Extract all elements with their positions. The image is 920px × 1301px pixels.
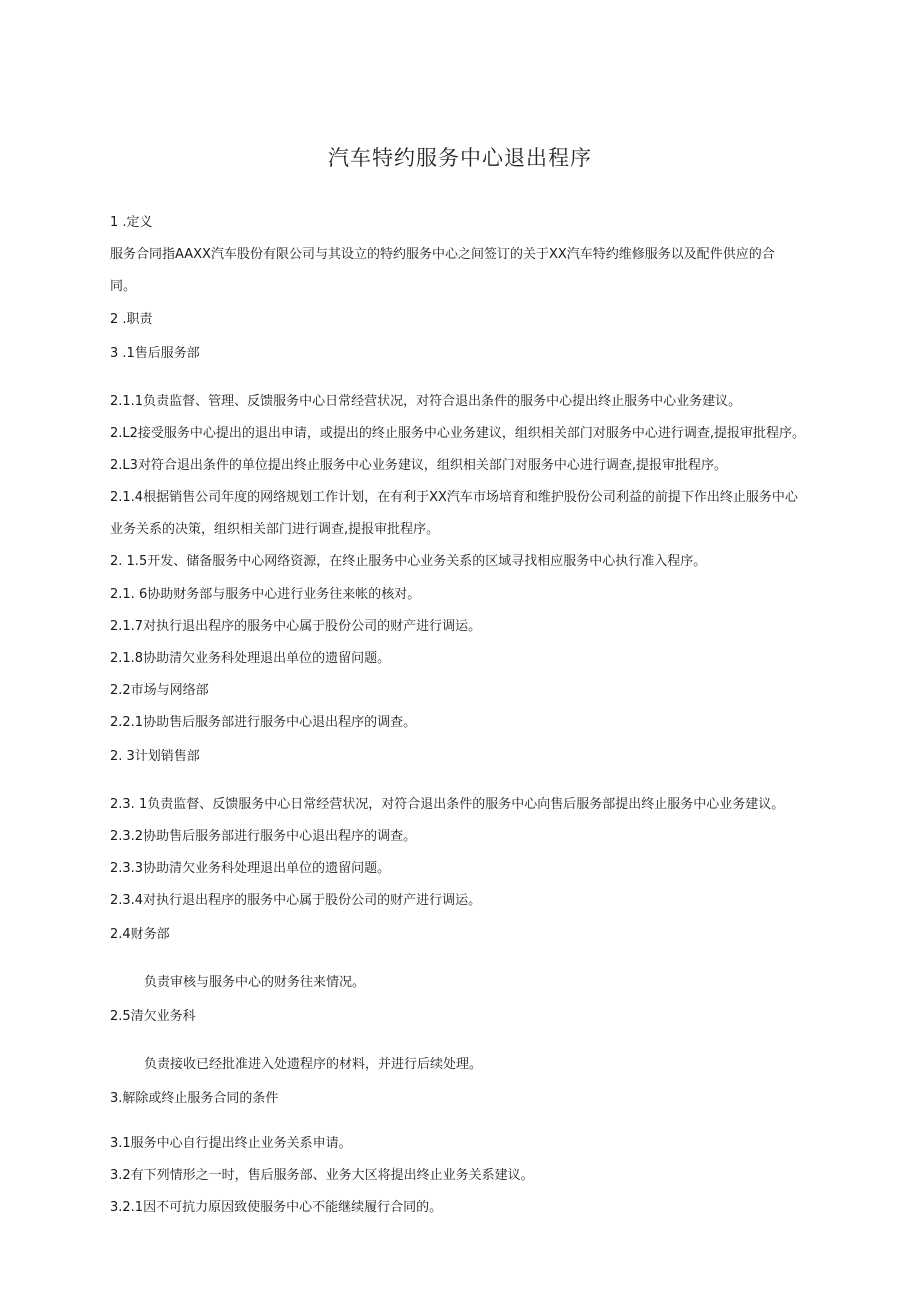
paragraph-line: 2.1.1负责监督、管理、反馈服务中心日常经营状况，对符合退出条件的服务中心提出终止服务中心业务建议。 (110, 394, 742, 409)
section-3-heading: 3.解除或终止服务合同的条件 (110, 1091, 279, 1106)
paragraph-line: 负责审核与服务中心的财务往来情况。 (144, 975, 366, 990)
paragraph-line: 2.L2接受服务中心提出的退出申请，或提出的终止服务中心业务建议，组织相关部门对服务中心进行调查,提报审批程序。 (110, 426, 806, 441)
paragraph-line: 2.1.8协助清欠业务科处理退出单位的遗留问题。 (110, 651, 391, 666)
paragraph-line: 服务合同指AAXX汽车股份有限公司与其设立的特约服务中心之间签订的关于XX汽车特约维修服务以及配件供应的合 (110, 247, 775, 262)
paragraph-line: 2.1. 6协助财务部与服务中心进行业务往来帐的核对。 (110, 587, 421, 602)
paragraph-line: 2.3.3协助清欠业务科处理退出单位的遗留问题。 (110, 861, 391, 876)
subsection-heading: 2.4财务部 (110, 927, 170, 942)
subsection-heading: 2. 3计划销售部 (110, 749, 200, 764)
paragraph-line: 同。 (110, 279, 137, 294)
paragraph-line: 业务关系的决策，组织相关部门进行调查,提报审批程序。 (110, 522, 440, 537)
paragraph-line: 3.1服务中心自行提出终止业务关系申请。 (110, 1136, 352, 1151)
paragraph-line: 2.3.4对执行退出程序的服务中心属于股份公司的财产进行调运。 (110, 893, 482, 908)
paragraph-line: 3.2.1因不可抗力原因致使服务中心不能继续履行合同的。 (110, 1200, 443, 1215)
paragraph-line: 2.L3对符合退出条件的单位提出终止服务中心业务建议，组织相关部门对服务中心进行调查,提报审批程序。 (110, 458, 728, 473)
paragraph-line: 负责接收已经批准进入处遗程序的材料，并进行后续处理。 (144, 1057, 483, 1072)
section-2-heading: 2 .职责 (110, 312, 153, 327)
paragraph-line: 3.2有下列情形之一时，售后服务部、业务大区将提出终止业务关系建议。 (110, 1168, 534, 1183)
paragraph-line: 2.1.7对执行退出程序的服务中心属于股份公司的财产进行调运。 (110, 619, 482, 634)
subsection-heading: 2.2市场与网络部 (110, 683, 209, 698)
paragraph-line: 2.3. 1负责监督、反馈服务中心日常经营状况，对符合退出条件的服务中心向售后服务部提出终止服务中心业务建议。 (110, 797, 785, 812)
paragraph-line: 2. 1.5开发、储备服务中心网络资源，在终止服务中心业务关系的区域寻找相应服务中心执行准入程序。 (110, 554, 707, 569)
document-title: 汽车特约服务中心退出程序 (328, 146, 592, 170)
paragraph-line: 2.1.4根据销售公司年度的网络规划工作计划，在有利于XX汽车市场培育和维护股份公司利益的前提下作出终止服务中心 (110, 490, 798, 505)
paragraph-line: 2.2.1协助售后服务部进行服务中心退出程序的调查。 (110, 715, 417, 730)
section-1-heading: 1 .定义 (110, 215, 153, 230)
subsection-heading: 3 .1售后服务部 (110, 346, 200, 361)
paragraph-line: 2.3.2协助售后服务部进行服务中心退出程序的调查。 (110, 829, 417, 844)
subsection-heading: 2.5清欠业务科 (110, 1009, 196, 1024)
